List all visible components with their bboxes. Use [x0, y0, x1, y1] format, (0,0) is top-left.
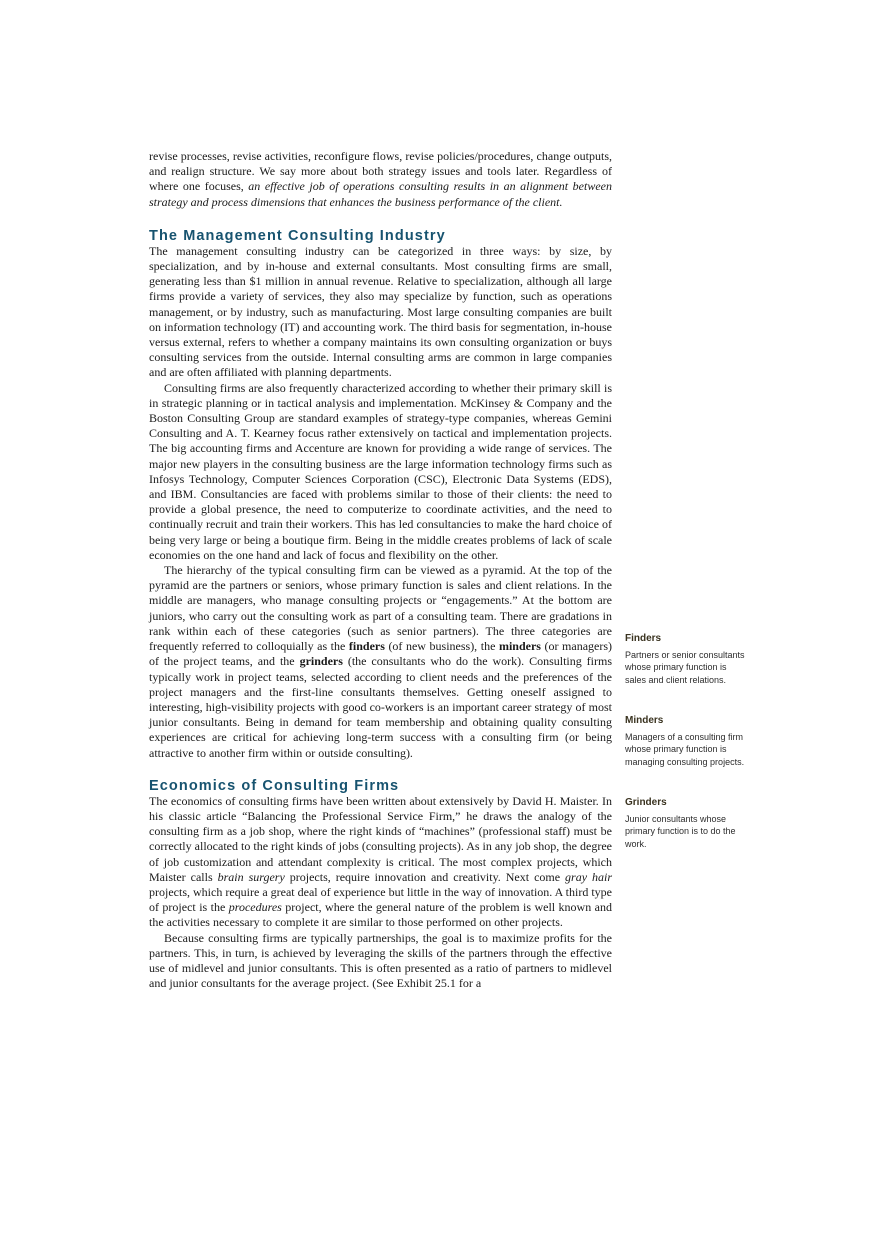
term-grinders: grinders — [299, 654, 343, 669]
margin-term: Grinders — [625, 797, 667, 808]
intro-italic-text: an effective job of operations consulting results in an alignment between strategy and process dimensions that enhances the business performance of the client. — [149, 179, 612, 209]
margin-term: Finders — [625, 633, 662, 644]
italic-brain-surgery: brain surgery — [217, 869, 285, 884]
p3-text-a: The hierarchy of the typical consulting firm can be viewed as a pyramid. At the top of the pyramid are the partners or seniors, whose primary function is sales and client relations. In the middle are managers, who manage consulting projects or “engagements.” At the bottom are juniors, who carry out the consulting work as part of a consulting team. There are gradations in rank within each of these categories (such as senior partners). The three categories are frequently referred to colloquially as the — [149, 563, 612, 654]
industry-paragraph-2: Consulting firms are also frequently characterized according to whether their primary skill is in strategic planning or in tactical analysis and implementation. McKinsey & Company and the Boston Consulting Group are standard examples of strategy-type companies, whereas Gemini Consulting and A. T. Kearney focus rather extensively on tactical and implementation projects. The big accounting firms and Accenture are known for providing a wide range of services. The major new players in the consulting business are the large information technology firms such as Infosys Technology, Computer Sciences Corporation (CSC), Electronic Data Systems (EDS), and IBM. Consultancies are faced with problems similar to those of their clients: the need to provide a global presence, the need to computerize to coordinate activities, and the need to continually recruit and train their workers. This has led consultancies to make the hard choice of being very large or being a boutique firm. Being in the middle creates problems of lack of scale economies on the one hand and lack of focus and flexibility on the other. — [149, 380, 612, 562]
margin-note-grinders — [625, 797, 750, 850]
industry-paragraph-3 — [149, 563, 612, 761]
p3-text-e: (the consultants who do the work). Consulting firms typically work in project teams, selected according to client needs and the preferences of the project managers and the first-line consultants themselves. Getting oneself assigned to interesting, high-visibility projects with good co-workers is an important career strategy of most junior consultants. Being in demand for team membership and obtaining quality consulting experiences are critical for achieving long-term success with a consulting firm (or being attractive to another firm within or outside consulting). — [149, 654, 613, 760]
p3-text-c: (of new business), the — [384, 639, 499, 654]
margin-term: Minders — [625, 715, 664, 726]
econ-text-d: project, where the general nature of the problem is well known and the activities necessary to complete it are similar to those performed on other projects. — [149, 900, 612, 930]
industry-paragraph-1: The management consulting industry can be categorized in three ways: by size, by specialization, and by in-house and external consultants. Most consulting firms are small, generating less than $1 million in annual revenue. Relative to specialization, although all large firms provide a variety of services, they also may specialize by function, such as operations management, or by industry, such as manufacturing. Most large consulting companies are built on information technology (IT) and accounting work. The third basis for segmentation, in-house versus external, refers to whether a company maintains its own consulting organization or buys consulting services from the outside. Internal consulting arms are common in large companies and are often affiliated with planning departments. — [149, 243, 612, 380]
margin-definition: Junior consultants whose primary function is to do the work. — [625, 814, 736, 849]
intro-paragraph — [149, 149, 612, 210]
margin-definition: Partners or senior consultants whose primary function is sales and client relations. — [625, 650, 745, 685]
main-text-column — [149, 149, 612, 991]
econ-text-a: The economics of consulting firms have been written about extensively by David H. Maister. In his classic article “Balancing the Professional Service Firm,” he draws the analogy of the consulting firm as a job shop, where the right kinds of “machines” (professional staff) must be correctly allocated to the right kinds of jobs (consulting projects). As in any job shop, the degree of job customization and attendant complexity is critical. The most complex projects, which Maister calls — [149, 793, 612, 884]
economics-paragraph-2: Because consulting firms are typically partnerships, the goal is to maximize profits for the partners. This, in turn, is achieved by leveraging the skills of the partners through the effective use of midlevel and junior consultants. This is often presented as a ratio of partners to midlevel and junior consultants for the average project. (See Exhibit 25.1 for a — [149, 930, 612, 991]
term-minders: minders — [498, 639, 541, 654]
margin-note-minders — [625, 715, 750, 768]
econ-text-b: projects, require innovation and creativity. Next come — [284, 869, 566, 884]
p3-text-d: (or managers) of the project teams, and the — [149, 639, 613, 669]
italic-gray-hair: gray hair — [565, 869, 613, 884]
margin-definition: Managers of a consulting firm whose primary function is managing consulting projects. — [625, 732, 745, 767]
italic-procedures: procedures — [228, 900, 282, 915]
section-heading-industry: The Management Consulting Industry — [149, 227, 446, 244]
term-finders: finders — [348, 639, 385, 654]
intro-text: revise processes, revise activities, reconfigure flows, revise policies/procedures, change outputs, and realign structure. We say more about both strategy issues and tools later. Regardless of where one focuses, — [149, 149, 612, 194]
econ-text-c: projects, which require a great deal of experience but little in the way of innovation. A third type of project is the — [149, 884, 612, 915]
economics-paragraph-1 — [149, 794, 612, 931]
section-heading-economics: Economics of Consulting Firms — [149, 777, 400, 794]
margin-note-finders — [625, 633, 750, 686]
